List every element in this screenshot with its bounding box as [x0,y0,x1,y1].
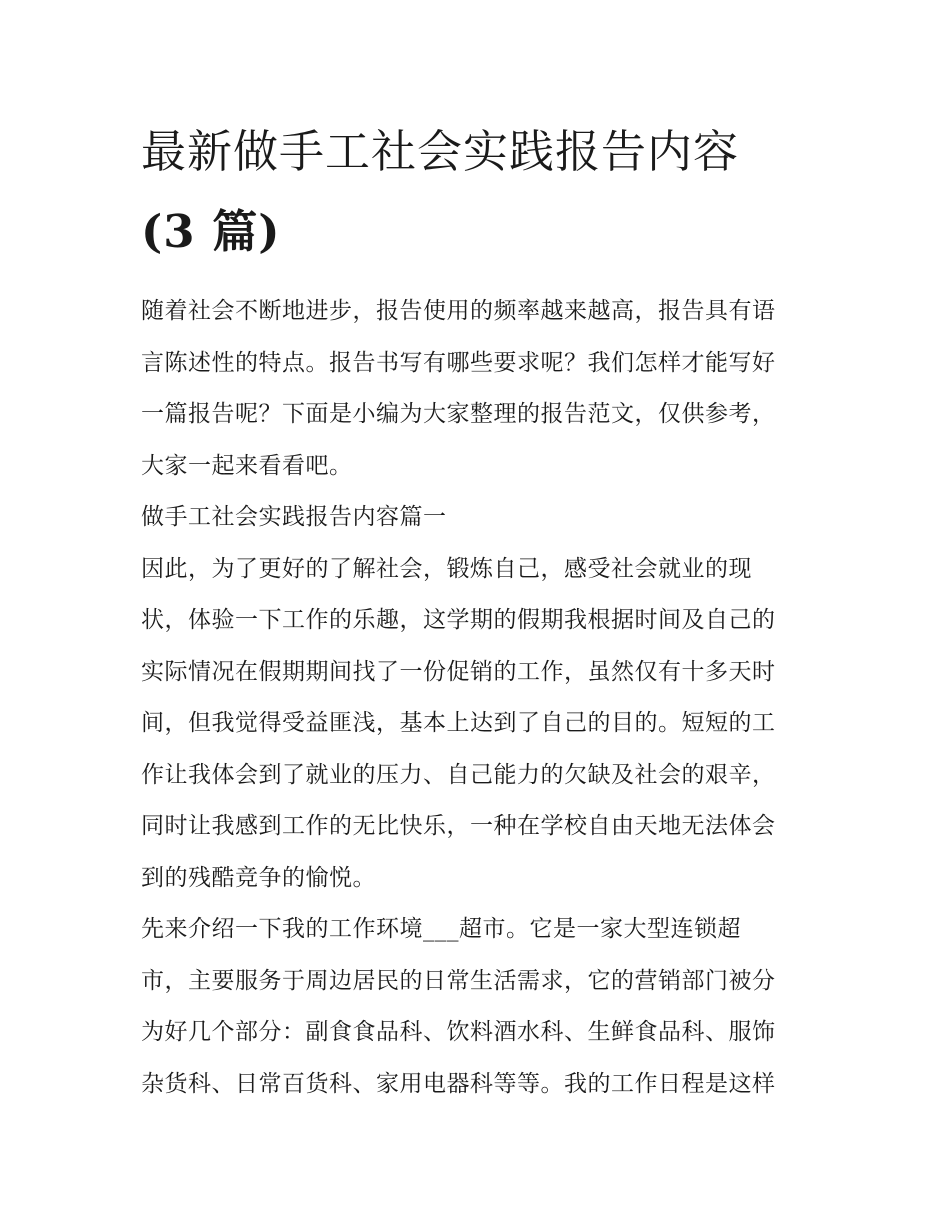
body-line: 一篇报告呢？下面是小编为大家整理的报告范文，仅供参考， [141,401,776,427]
body-line: 为好几个部分：副食食品科、饮料酒水科、生鲜食品科、服饰 [141,1019,776,1045]
document-body [141,286,813,1110]
document-title [141,112,813,272]
body-line: 作让我体会到了就业的压力、自己能力的欠缺及社会的艰辛， [141,761,776,788]
body-line: 杂货科、日常百货科、家用电器科等等。我的工作日程是这样 [141,1070,776,1097]
body-line: 大家一起来看看吧。 [141,452,353,479]
body-line: 同时让我感到工作的无比快乐，一种在学校自由天地无法体会 [141,813,776,839]
body-line: 先来介绍一下我的工作环境___超市。它是一家大型连锁超 [141,916,741,942]
document-page [141,112,813,1110]
body-line: 随着社会不断地进步，报告使用的频率越来越高，报告具有语 [141,298,776,324]
title-line-1: 最新做手工社会实践报告内容 [141,125,740,178]
body-line: 言陈述性的特点。报告书写有哪些要求呢？我们怎样才能写好 [141,349,776,376]
title-line-2: (3 篇) [141,205,281,258]
body-line: 到的残酷竞争的愉悦。 [141,864,376,891]
body-line: 因此，为了更好的了解社会，锻炼自己，感受社会就业的现 [141,555,752,582]
section-heading: 做手工社会实践报告内容篇一 [141,504,447,530]
body-line: 市，主要服务于周边居民的日常生活需求，它的营销部门被分 [141,967,776,994]
body-line: 间，但我觉得受益匪浅，基本上达到了自己的目的。短短的工 [141,710,776,736]
body-line: 状，体验一下工作的乐趣，这学期的假期我根据时间及自己的 [141,607,776,633]
body-line: 实际情况在假期期间找了一份促销的工作，虽然仅有十多天时 [141,658,776,685]
